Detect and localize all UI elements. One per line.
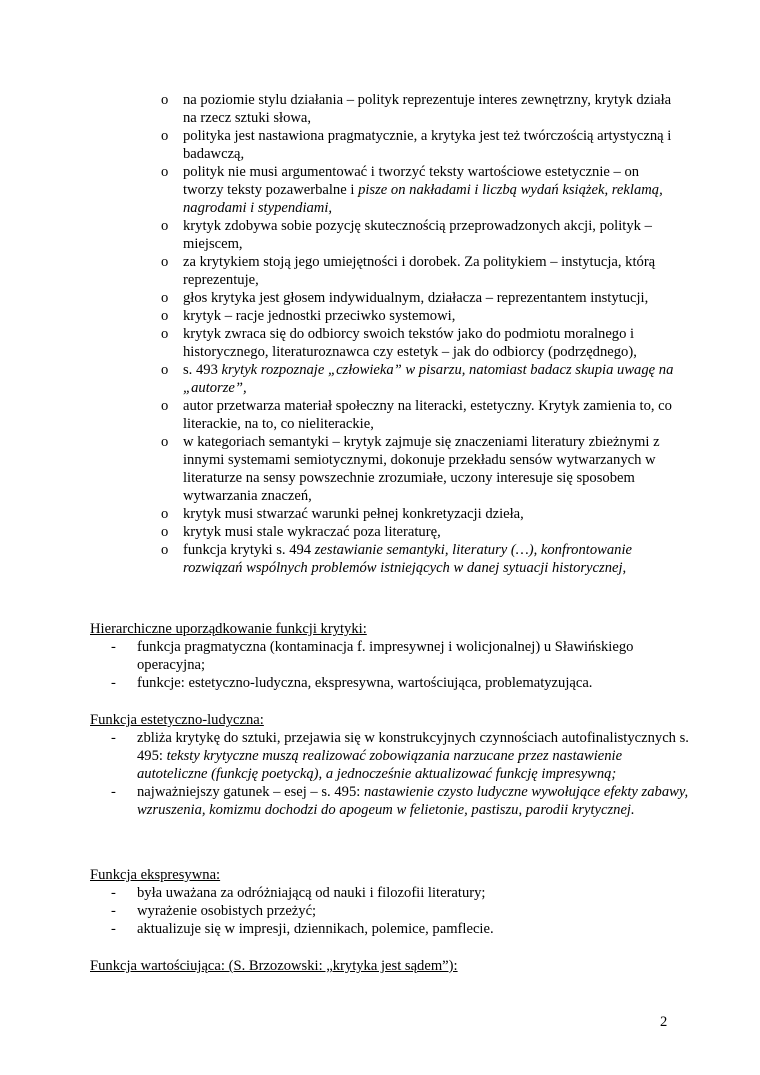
list-item	[161, 325, 681, 361]
circle-bullet-icon: o	[161, 92, 169, 108]
dash-bullet-icon: -	[111, 675, 116, 691]
circle-bullet-icon: o	[161, 290, 169, 306]
circle-bullet-icon: o	[161, 326, 169, 342]
dash-bullet-icon: -	[111, 639, 116, 655]
section-evaluative	[90, 957, 690, 975]
dash-bullet-icon: -	[111, 730, 116, 746]
list-item	[161, 289, 681, 307]
list-item	[111, 729, 690, 783]
circle-bullet-icon: o	[161, 542, 169, 558]
section-hierarchy	[90, 620, 690, 692]
list-item	[161, 523, 681, 541]
section-expressive	[90, 866, 690, 938]
list-item	[111, 783, 690, 819]
list-item-text: wyrażenie osobistych przeżyć;	[137, 903, 317, 919]
circle-bullet-icon: o	[161, 164, 169, 180]
list-item	[161, 217, 681, 253]
dash-list	[90, 638, 690, 692]
list-item	[111, 884, 690, 902]
page-number: 2	[660, 1014, 668, 1030]
list-item-text: funkcja krytyki s. 494	[183, 542, 315, 558]
dash-bullet-icon: -	[111, 885, 116, 901]
list-item-text: za krytykiem stoją jego umiejętności i dorobek. Za politykiem – instytucja, którą reprezentuje,	[183, 254, 656, 288]
list-item-text: polityk nie musi argumentować i tworzyć teksty wartościowe estetycznie – on tworzy teksty pozawerbalne i	[183, 164, 640, 198]
list-item-text: aktualizuje się w impresji, dziennikach, polemice, pamflecie.	[137, 921, 494, 937]
comparison-list	[161, 91, 681, 577]
list-item-text: krytyk zdobywa sobie pozycję skutecznością przeprowadzonych akcji, polityk – miejscem,	[183, 218, 652, 252]
list-item-quote: zestawianie semantyki, literatury (…), konfrontowanie rozwiązań wspólnych problemów istniejących w danej sytuacji historycznej,	[183, 542, 632, 576]
circle-bullet-icon: o	[161, 362, 169, 378]
list-item-text: w kategoriach semantyki – krytyk zajmuje się znaczeniami literatury zbieżnymi z innymi systemami semiotycznymi, dokonuje przekładu sensów wytwarzanych w literaturze na sensy powszechnie zrozumiałe, uczony interesuje się sposobem wytwarzania znaczeń,	[183, 434, 660, 504]
circle-bullet-icon: o	[161, 524, 169, 540]
list-item	[111, 920, 690, 938]
list-item-text: s. 493	[183, 362, 222, 378]
list-item-text: funkcja pragmatyczna (kontaminacja f. impresywnej i wolicjonalnej) u Sławińskiego operacyjna;	[137, 639, 634, 673]
circle-bullet-icon: o	[161, 308, 169, 324]
list-item-text: była uważana za odróżniającą od nauki i filozofii literatury;	[137, 885, 486, 901]
list-item	[161, 433, 681, 505]
list-item	[161, 163, 681, 217]
list-item	[161, 307, 681, 325]
list-item	[161, 253, 681, 289]
section-heading: Hierarchiczne uporządkowanie funkcji krytyki:	[90, 621, 367, 637]
dash-bullet-icon: -	[111, 784, 116, 800]
circle-bullet-icon: o	[161, 506, 169, 522]
circle-bullet-icon: o	[161, 434, 169, 450]
list-item-text: funkcje: estetyczno-ludyczna, ekspresywna, wartościująca, problematyzująca.	[137, 675, 593, 691]
dash-bullet-icon: -	[111, 903, 116, 919]
list-item	[111, 674, 690, 692]
list-item-text: krytyk musi stwarzać warunki pełnej konkretyzacji dzieła,	[183, 506, 524, 522]
list-item	[111, 902, 690, 920]
dash-bullet-icon: -	[111, 921, 116, 937]
list-item-quote: teksty krytyczne muszą realizować zobowiązania narzucane przez nastawienie autoteliczne (funkcję poetycką), a jednocześnie aktualizować funkcję impresywną;	[137, 748, 623, 782]
list-item	[161, 397, 681, 433]
list-item	[161, 91, 681, 127]
list-item-quote: krytyk rozpoznaje „człowieka” w pisarzu, natomiast badacz skupia uwagę na „autorze”,	[183, 362, 674, 396]
list-item	[161, 505, 681, 523]
circle-bullet-icon: o	[161, 128, 169, 144]
section-heading: Funkcja wartościująca: (S. Brzozowski: „krytyka jest sądem”):	[90, 958, 458, 974]
list-item-text: krytyk musi stale wykraczać poza literaturę,	[183, 524, 441, 540]
list-item-quote: nastawienie czysto ludyczne wywołujące efekty zabawy, wzruszenia, komizmu dochodzi do apogeum w felietonie, pastiszu, parodii krytycznej.	[137, 784, 689, 818]
list-item	[161, 541, 681, 577]
list-item-quote: pisze on nakładami i liczbą wydań książek, reklamą, nagrodami i stypendiami,	[183, 182, 663, 216]
list-item-text: krytyk zwraca się do odbiorcy swoich tekstów jako do podmiotu moralnego i historycznego, literaturoznawca czy estetyk – jak do odbiorcy (podrzędnego),	[183, 326, 637, 360]
list-item-text: głos krytyka jest głosem indywidualnym, działacza – reprezentantem instytucji,	[183, 290, 649, 306]
list-item	[111, 638, 690, 674]
circle-bullet-icon: o	[161, 398, 169, 414]
circle-bullet-icon: o	[161, 218, 169, 234]
list-item-text: na poziomie stylu działania – polityk reprezentuje interes zewnętrzny, krytyk działa na rzecz sztuki słowa,	[183, 92, 672, 126]
dash-list	[90, 884, 690, 938]
section-heading: Funkcja estetyczno-ludyczna:	[90, 712, 264, 728]
circle-bullet-icon: o	[161, 254, 169, 270]
list-item-text: zbliża krytykę do sztuki, przejawia się w konstrukcyjnych czynnościach autofinalistycznych s. 495:	[137, 730, 689, 764]
list-item-text: krytyk – racje jednostki przeciwko systemowi,	[183, 308, 456, 324]
list-item-text: najważniejszy gatunek – esej – s. 495:	[137, 784, 364, 800]
section-aesthetic-ludic	[90, 711, 690, 819]
list-item	[161, 127, 681, 163]
section-heading: Funkcja ekspresywna:	[90, 867, 221, 883]
list-item	[161, 361, 681, 397]
list-item-text: polityka jest nastawiona pragmatycznie, a krytyka jest też twórczością artystyczną i badawczą,	[183, 128, 672, 162]
list-item-text: autor przetwarza materiał społeczny na literacki, estetyczny. Krytyk zamienia to, co literackie, na to, co nieliterackie,	[183, 398, 672, 432]
dash-list	[90, 729, 690, 819]
